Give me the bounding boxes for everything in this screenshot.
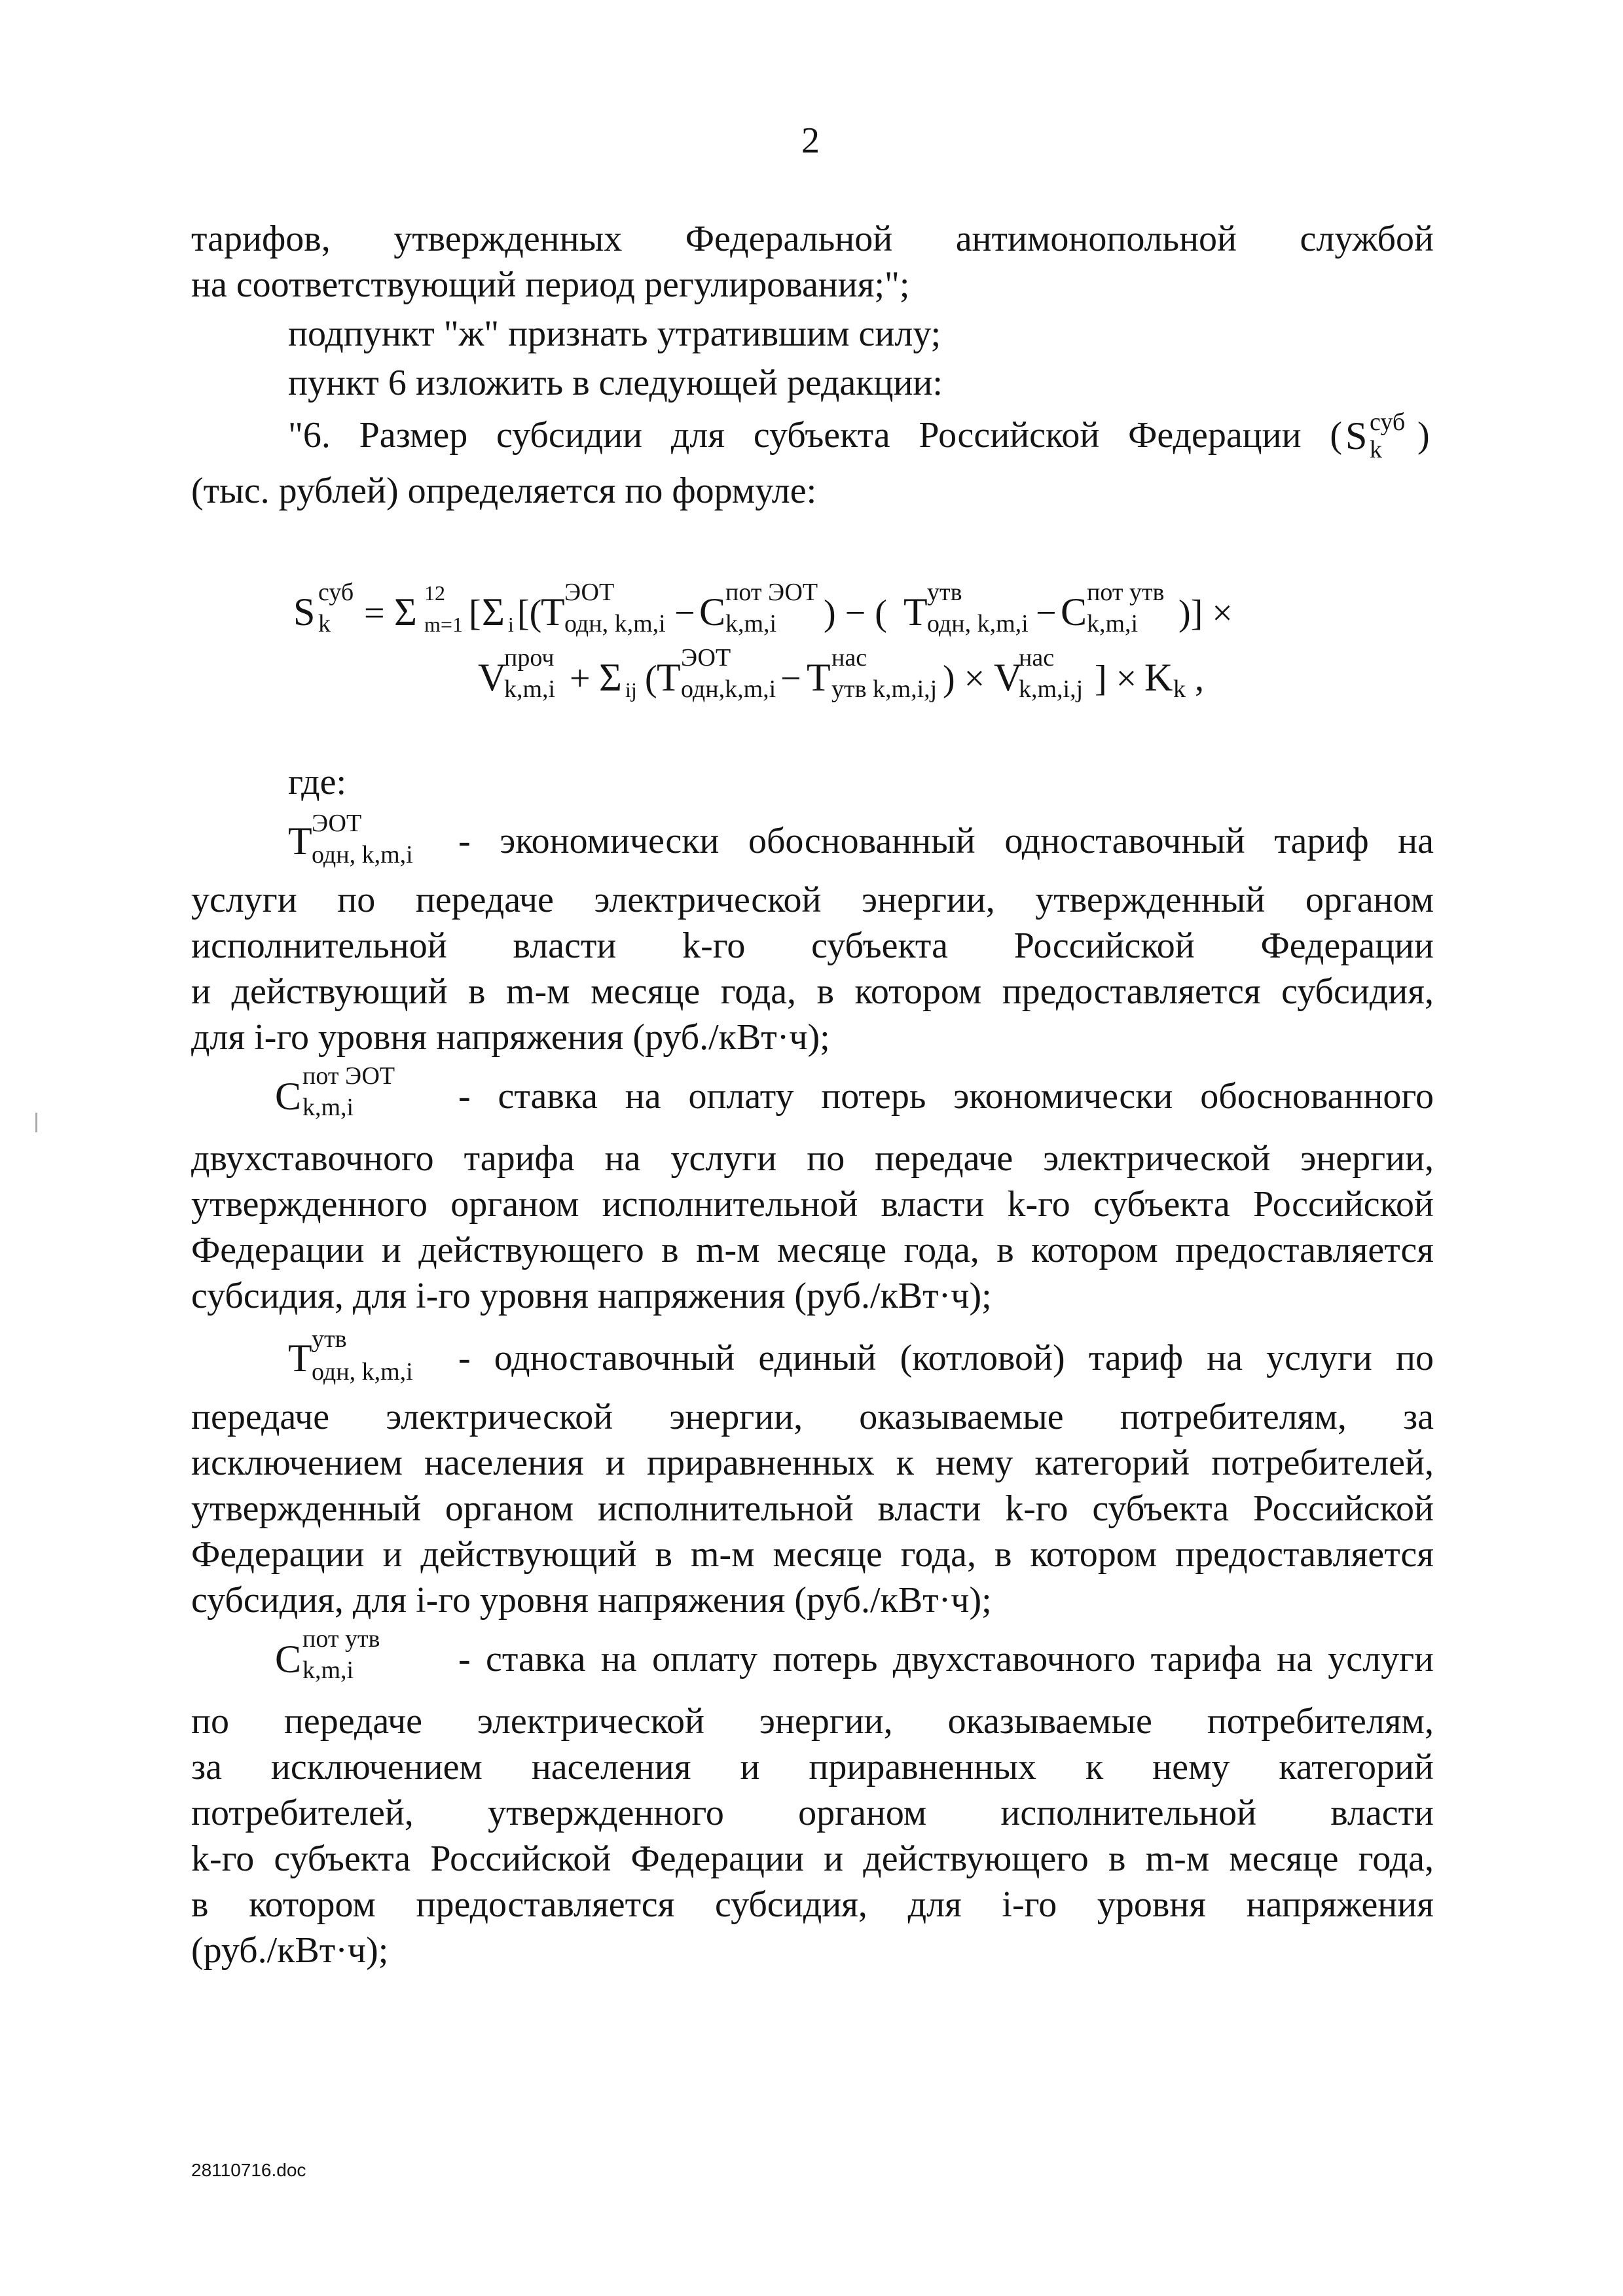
paragraph-6-title bbox=[288, 408, 1434, 465]
formula-subscript: одн, k,m,i bbox=[312, 1358, 413, 1386]
text-line: субсидия, для i-го уровня напряжения (руб./кВт·ч); bbox=[191, 1276, 992, 1316]
text-line: двухставочного тарифа на услуги по передаче электрической энергии, bbox=[191, 1138, 1434, 1179]
text-line: ) bbox=[1417, 415, 1430, 456]
svg-text:) ×: ) × bbox=[943, 658, 985, 699]
svg-text:12: 12 bbox=[424, 581, 445, 605]
formula-symbol: T bbox=[288, 819, 312, 863]
subsidy-formula bbox=[288, 560, 1401, 743]
svg-text:V: V bbox=[478, 656, 507, 699]
formula-symbol: S bbox=[1345, 414, 1368, 457]
text-line: Федерации и действующий в m-м месяце года, в котором предоставляется bbox=[191, 1534, 1434, 1575]
svg-text:пот ЭОТ: пот ЭОТ bbox=[725, 579, 818, 606]
text-line: для i-го уровня напряжения (руб./кВт·ч); bbox=[191, 1017, 830, 1058]
definition-first-line: - ставка на оплату потерь двухставочного тарифа на услуги bbox=[458, 1639, 1434, 1679]
svg-text:,: , bbox=[1195, 658, 1204, 699]
svg-text:K: K bbox=[1144, 656, 1173, 699]
text-line: за исключением населения и приравненных к нему категорий bbox=[191, 1747, 1434, 1787]
svg-text:одн, k,m,i: одн, k,m,i bbox=[927, 610, 1029, 637]
text-line: (тыс. рублей) определяется по формуле: bbox=[191, 471, 817, 511]
svg-text:=: = bbox=[364, 593, 385, 634]
definition-symbol bbox=[275, 1620, 471, 1712]
formula-subscript: k,m,i bbox=[302, 1657, 354, 1684]
svg-text:нас: нас bbox=[1019, 644, 1055, 672]
svg-text:проч: проч bbox=[504, 644, 555, 672]
text-line: "6. Размер субсидии для субъекта Российской Федерации ( bbox=[288, 415, 1342, 456]
text-line: исполнительной власти k-го субъекта Российской Федерации bbox=[191, 925, 1434, 966]
svg-text:S: S bbox=[293, 590, 316, 634]
text-line: утвержденного органом исполнительной власти k-го субъекта Российской bbox=[191, 1184, 1434, 1225]
text-line: (руб./кВт·ч); bbox=[191, 1930, 389, 1971]
svg-text:одн, k,m,i: одн, k,m,i bbox=[564, 610, 666, 637]
definition-first-line: - одноставочный единый (котловой) тариф на услуги по bbox=[458, 1338, 1434, 1378]
svg-text:ЭОТ: ЭОТ bbox=[564, 579, 615, 606]
svg-text:k: k bbox=[1173, 675, 1186, 703]
formula-subscript: k bbox=[1370, 436, 1382, 463]
text-line: на соответствующий период регулирования;"; bbox=[191, 264, 910, 305]
svg-text:суб: суб bbox=[318, 579, 354, 606]
svg-text:m=1: m=1 bbox=[424, 613, 463, 636]
svg-text:Σ: Σ bbox=[394, 590, 417, 634]
svg-text:утв k,m,i,j: утв k,m,i,j bbox=[831, 675, 938, 703]
svg-text:утв: утв bbox=[927, 579, 962, 606]
text-line: и действующий в m-м месяце года, в котором предоставляется субсидия, bbox=[191, 971, 1434, 1012]
formula-superscript: ЭОТ bbox=[312, 810, 362, 837]
svg-text:−: − bbox=[674, 593, 695, 634]
file-footer: 28110716.doc bbox=[191, 2160, 306, 2180]
svg-text:V: V bbox=[994, 656, 1023, 699]
definition-first-line: - экономически обоснованный одноставочный тариф на bbox=[458, 821, 1434, 861]
svg-text:[(: [( bbox=[517, 593, 542, 634]
svg-text:−: − bbox=[1036, 593, 1057, 634]
svg-text:[: [ bbox=[469, 593, 481, 634]
text-line: исключением населения и приравненных к нему категорий потребителей, bbox=[191, 1443, 1434, 1483]
text-line: Федерации и действующего в m-м месяце года, в котором предоставляется bbox=[191, 1230, 1434, 1270]
svg-text:ij: ij bbox=[625, 678, 637, 702]
text-line: потребителей, утвержденного органом исполнительной власти bbox=[191, 1793, 1434, 1833]
scan-mark bbox=[35, 1113, 37, 1132]
text-line: подпункт "ж" признать утратившим силу; bbox=[288, 314, 941, 354]
svg-text:−: − bbox=[780, 658, 801, 699]
svg-text:i: i bbox=[508, 613, 514, 636]
text-line: субсидия, для i-го уровня напряжения (руб./кВт·ч); bbox=[191, 1580, 992, 1621]
svg-text:T: T bbox=[807, 656, 831, 699]
svg-text:Σ: Σ bbox=[599, 656, 622, 699]
text-line: пункт 6 изложить в следующей редакции: bbox=[288, 363, 943, 403]
page-number: 2 bbox=[801, 120, 820, 161]
svg-text:C: C bbox=[699, 590, 726, 634]
svg-text:k,m,i: k,m,i bbox=[504, 675, 556, 703]
text-line: в котором предоставляется субсидия, для i-го уровня напряжения bbox=[191, 1884, 1434, 1925]
text-line: тарифов, утвержденных Федеральной антимонопольной службой bbox=[191, 219, 1434, 259]
svg-text:(: ( bbox=[645, 658, 657, 699]
formula-superscript: суб bbox=[1370, 408, 1406, 436]
definition-symbol bbox=[275, 1057, 471, 1149]
formula-symbol: C bbox=[275, 1075, 302, 1118]
definition-first-line: - ставка на оплату потерь экономически обоснованного bbox=[458, 1076, 1434, 1117]
svg-text:)] ×: )] × bbox=[1178, 593, 1233, 634]
formula-subscript: одн, k,m,i bbox=[312, 841, 413, 869]
formula-symbol: C bbox=[275, 1638, 302, 1681]
text-line: где: bbox=[288, 762, 347, 802]
formula-superscript: пот ЭОТ bbox=[302, 1062, 395, 1090]
text-line: утвержденный органом исполнительной власти k-го субъекта Российской bbox=[191, 1488, 1434, 1529]
formula-superscript: пот утв bbox=[302, 1625, 380, 1653]
svg-text:пот утв: пот утв bbox=[1087, 579, 1165, 606]
svg-text:T: T bbox=[903, 590, 928, 634]
svg-text:Σ: Σ bbox=[482, 590, 505, 634]
svg-text:k,m,i,j: k,m,i,j bbox=[1019, 675, 1084, 703]
svg-text:) − (: ) − ( bbox=[824, 593, 887, 634]
formula-subscript: k,m,i bbox=[302, 1094, 354, 1121]
text-line: услуги по передаче электрической энергии, утвержденный органом bbox=[191, 880, 1434, 920]
formula-symbol: T bbox=[288, 1336, 312, 1380]
svg-text:k,m,i: k,m,i bbox=[725, 610, 777, 637]
formula-graphic bbox=[288, 560, 1401, 743]
svg-text:+: + bbox=[570, 658, 591, 699]
svg-text:нас: нас bbox=[831, 644, 867, 672]
text-line: передаче электрической энергии, оказываемые потребителям, за bbox=[191, 1397, 1434, 1437]
formula-superscript: утв bbox=[312, 1325, 347, 1353]
svg-text:k: k bbox=[318, 610, 331, 637]
svg-text:T: T bbox=[657, 656, 681, 699]
svg-text:ЭОТ: ЭОТ bbox=[681, 644, 731, 672]
text-line: k-го субъекта Российской Федерации и действующего в m-м месяце года, bbox=[191, 1839, 1434, 1879]
svg-text:одн,k,m,i: одн,k,m,i bbox=[681, 675, 776, 703]
svg-text:] ×: ] × bbox=[1095, 658, 1137, 699]
svg-text:T: T bbox=[541, 590, 565, 634]
svg-text:C: C bbox=[1061, 590, 1087, 634]
svg-text:k,m,i: k,m,i bbox=[1087, 610, 1139, 637]
text-line: по передаче электрической энергии, оказываемые потребителям, bbox=[191, 1701, 1434, 1742]
